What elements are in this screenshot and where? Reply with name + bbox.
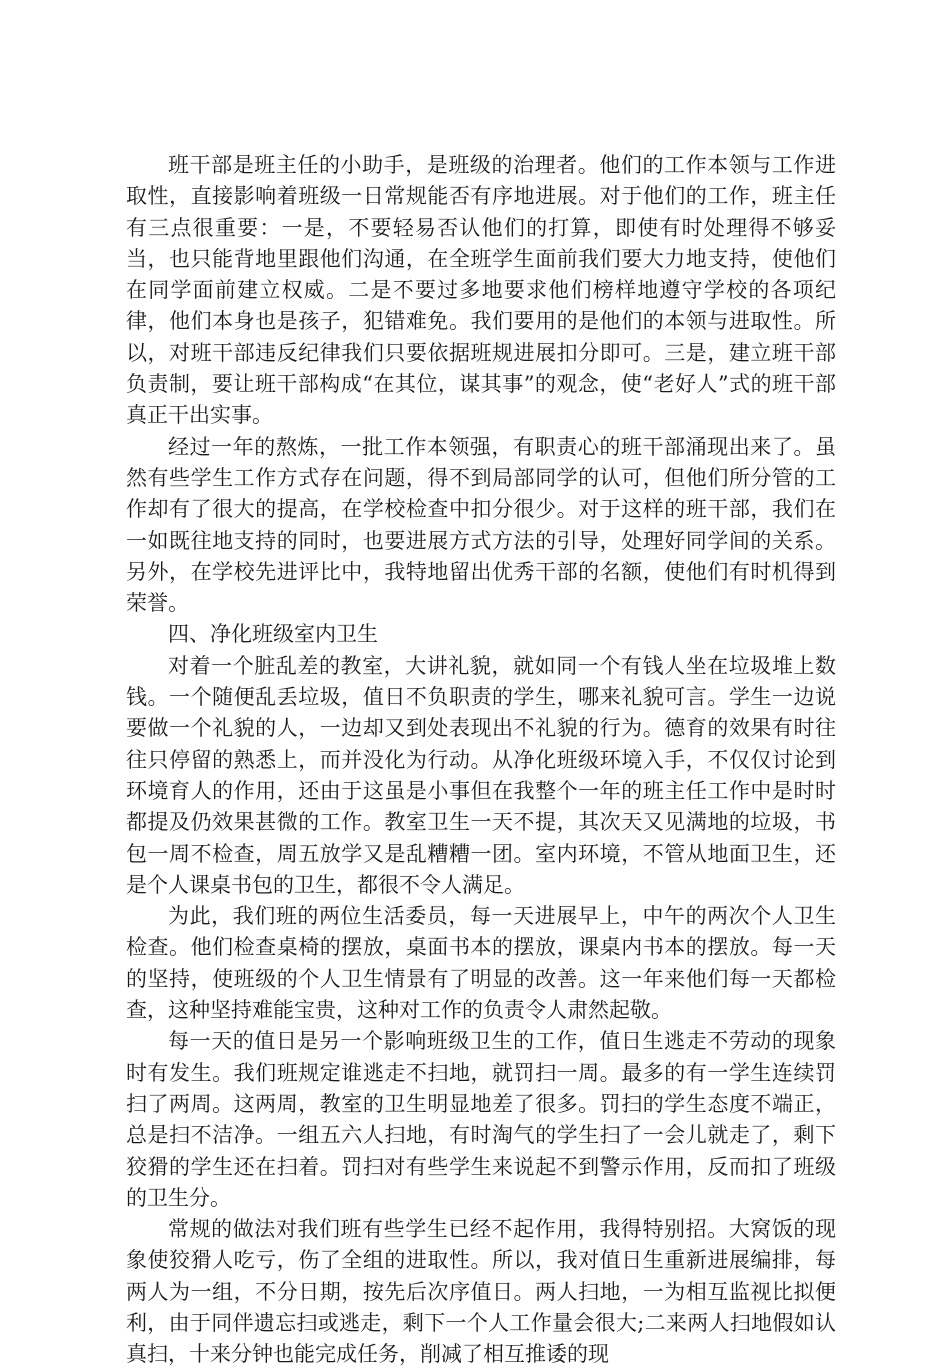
paragraph-duty-students: 每一天的值日是另一个影响班级卫生的工作，值日生逃走不劳动的现象时有发生。我们班规定谁逃走不扫地，就罚扫一周。最多的有一学生连续罚扫了两周。这两周，教室的卫生明显地差了很多。罚扫的学生态度不端正，总是扫不洁净。一组五六人扫地，有时淘气的学生扫了一会儿就走了，剩下狡猾的学生还在扫着。罚扫对有些学生来说起不到警示作用，反而扣了班级的卫生分。: [126, 1029, 836, 1210]
document-body: [126, 150, 836, 1371]
paragraph-dirty-classroom: 对着一个脏乱差的教室，大讲礼貌，就如同一个有钱人坐在垃圾堆上数钱。一个随便乱丢垃圾，值日不负职责的学生，哪来礼貌可言。学生一边说要做一个礼貌的人，一边却又到处表现出不礼貌的行为。德育的效果有时往往只停留的熟悉上，而并没化为行动。从净化班级环境入手，不仅仅讨论到环境育人的作用，还由于这虽是小事但在我整个一年的班主任工作中是时时都提及仍效果甚微的工作。教室卫生一天不提，其次天又见满地的垃圾，书包一周不检查，周五放学又是乱糟糟一团。室内环境，不管从地面卫生，还是个人课桌书包的卫生，都很不令人满足。: [126, 653, 836, 897]
paragraph-class-cadres: 班干部是班主任的小助手，是班级的治理者。他们的工作本领与工作进取性，直接影响着班级一日常规能否有序地进展。对于他们的工作，班主任有三点很重要：一是，不要轻易否认他们的打算，即使有时处理得不够妥当，也只能背地里跟他们沟通，在全班学生面前我们要大力地支持，使他们在同学面前建立权威。二是不要过多地要求他们榜样地遵守学校的各项纪律，他们本身也是孩子，犯错难免。我们要用的是他们的本领与进取性。所以，对班干部违反纪律我们只要依据班规进展扣分即可。三是，建立班干部负责制，要让班干部构成“在其位，谋其事”的观念，使“老好人”式的班干部真正干出实事。: [126, 153, 836, 428]
paragraph-cadre-training: 经过一年的熬炼，一批工作本领强，有职责心的班干部涌现出来了。虽然有些学生工作方式存在问题，得不到局部同学的认可，但他们所分管的工作却有了很大的提高，在学校检查中扣分很少。对于这样的班干部，我们在一如既往地支持的同时，也要进展方式方法的引导，处理好同学间的关系。另外，在学校先进评比中，我特地留出优秀干部的名额，使他们有时机得到荣誉。: [126, 434, 836, 616]
paragraph-life-committee: 为此，我们班的两位生活委员，每一天进展早上，中午的两次个人卫生检查。他们检查桌椅的摆放，桌面书本的摆放，课桌内书本的摆放。每一天的坚持，使班级的个人卫生情景有了明显的改善。这一年来他们每一天都检查，这种坚持难能宝贵，这种对工作的负责令人肃然起敬。: [126, 904, 836, 1023]
section-heading-classroom-hygiene: 四、净化班级室内卫生: [168, 622, 378, 647]
paragraph-new-duty-arrangement: 常规的做法对我们班有些学生已经不起作用，我得特别招。大窝饭的现象使狡猾人吃亏，伤了全组的进取性。所以，我对值日生重新进展编排，每两人为一组，不分日期，按先后次序值日。两人扫地，一为相互监视比拟便利，由于同伴遗忘扫或逃走，剩下一个人工作量会很大;二来两人扫地假如认真扫，十来分钟也能完成任务，削减了相互推诿的现: [126, 1217, 836, 1367]
